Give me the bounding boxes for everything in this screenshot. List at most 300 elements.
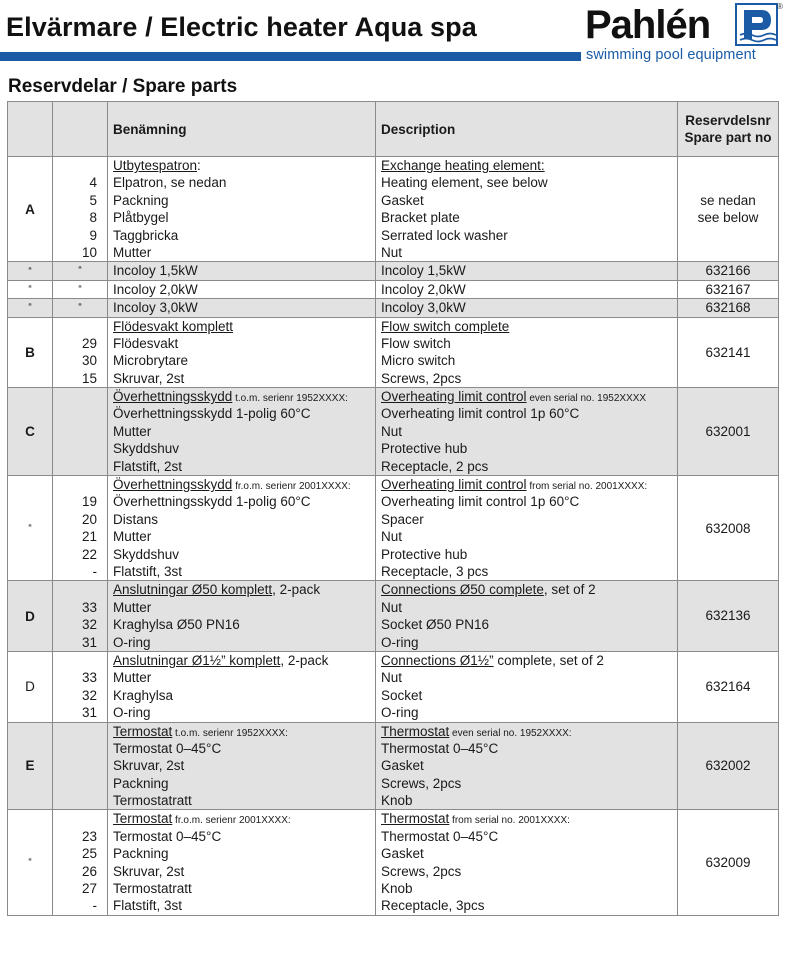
description-line xyxy=(381,616,677,633)
line-text: Screws, 2pcs xyxy=(381,775,462,791)
benamning-line xyxy=(113,511,375,528)
table-row xyxy=(8,722,779,810)
description-line xyxy=(381,262,677,279)
benamning-line xyxy=(113,174,375,191)
row-letter: A xyxy=(8,157,53,262)
line-text: Flatstift, 2st xyxy=(113,458,183,474)
item-number xyxy=(53,723,97,740)
description-line xyxy=(381,634,677,651)
line-text: Knob xyxy=(381,881,413,897)
item-number: 4 xyxy=(89,175,97,191)
benamning-line xyxy=(113,897,375,914)
item-number: 19 xyxy=(81,494,97,510)
underlined-heading: Thermostat xyxy=(381,811,450,827)
spare-part-number: 632167 xyxy=(705,281,751,297)
description-line xyxy=(381,192,677,209)
header-description: Description xyxy=(376,102,678,157)
item-number: “ xyxy=(78,265,82,277)
line-text: Termostat 0–45°C xyxy=(113,828,222,844)
row-description xyxy=(376,280,678,298)
underlined-heading: Connections Ø50 complete xyxy=(381,582,544,598)
line-text: Överhettningsskydd 1-polig 60°C xyxy=(113,494,311,510)
row-letter: B xyxy=(8,317,53,388)
description-line xyxy=(381,581,677,598)
line-text: Spacer xyxy=(381,511,424,527)
table-row xyxy=(8,476,779,581)
table-row xyxy=(8,157,779,262)
description-line xyxy=(381,458,677,475)
row-letter: D xyxy=(8,581,53,652)
underlined-heading: Överhettningsskydd xyxy=(113,389,233,405)
item-number: “ xyxy=(78,302,82,314)
line-text: Flow switch xyxy=(381,335,451,351)
line-text: Mutter xyxy=(113,244,152,260)
description-line xyxy=(381,157,677,174)
item-number xyxy=(53,652,97,669)
line-text: Overheating limit control 1p 60°C xyxy=(381,406,580,422)
line-text: : xyxy=(197,158,201,173)
row-spare-part-no xyxy=(678,722,779,810)
benamning-line xyxy=(113,405,375,422)
row-letter: “ xyxy=(8,810,53,915)
serial-note: t.o.m. serienr 1952XXXX: xyxy=(172,727,288,739)
table-row xyxy=(8,388,779,476)
underlined-heading: Termostat xyxy=(113,811,173,827)
item-number: 33 xyxy=(81,599,97,615)
benamning-line xyxy=(113,192,375,209)
row-benamning xyxy=(108,157,376,262)
line-text: Incoloy 2,0kW xyxy=(113,281,198,297)
document-title: Elvärmare / Electric heater Aqua spa xyxy=(6,12,477,42)
serial-note: t.o.m. serienr 1952XXXX: xyxy=(232,393,348,405)
benamning-line xyxy=(113,723,375,740)
line-text: Elpatron, se nedan xyxy=(113,175,227,191)
spare-part-number: 632136 xyxy=(705,608,751,624)
row-description xyxy=(376,388,678,476)
table-row xyxy=(8,262,779,280)
underlined-heading: Thermostat xyxy=(381,723,450,739)
description-line xyxy=(381,740,677,757)
benamning-line xyxy=(113,775,375,792)
row-letter: “ xyxy=(8,299,53,317)
header-number-cell xyxy=(53,102,108,157)
table-row xyxy=(8,651,779,722)
table-row xyxy=(8,317,779,388)
item-number: 29 xyxy=(81,335,97,351)
row-spare-part-no xyxy=(678,299,779,317)
spare-parts-table xyxy=(7,101,779,916)
table-header-row xyxy=(8,102,779,157)
line-text: Receptacle, 3 pcs xyxy=(381,563,489,579)
underlined-heading: Overheating limit control xyxy=(381,477,527,493)
line-text: Taggbricka xyxy=(113,227,179,243)
item-number: 27 xyxy=(81,881,97,897)
spare-part-number: 632002 xyxy=(705,758,751,774)
underlined-heading: Utbytespatron xyxy=(113,158,198,173)
line-text: Överhettningsskydd 1-polig 60°C xyxy=(113,406,311,422)
line-text: Skruvar, 2st xyxy=(113,370,185,386)
benamning-line xyxy=(113,227,375,244)
row-description xyxy=(376,262,678,280)
spare-part-number: 632168 xyxy=(705,300,751,316)
benamning-line xyxy=(113,704,375,721)
benamning-line xyxy=(113,828,375,845)
line-text: Thermostat 0–45°C xyxy=(381,828,499,844)
row-description xyxy=(376,810,678,915)
row-benamning xyxy=(108,581,376,652)
description-line xyxy=(381,669,677,686)
spare-part-number: 632166 xyxy=(705,263,751,279)
description-line xyxy=(381,828,677,845)
line-text: Nut xyxy=(381,244,403,260)
spare-parts-table-body xyxy=(8,102,779,916)
item-number: - xyxy=(92,563,97,579)
line-text: Incoloy 2,0kW xyxy=(381,281,466,297)
pahlen-logo-icon xyxy=(735,3,778,46)
description-line xyxy=(381,775,677,792)
registered-mark: ® xyxy=(777,2,783,11)
item-number: 32 xyxy=(81,617,97,633)
item-number: - xyxy=(92,898,97,914)
line-text: Incoloy 1,5kW xyxy=(381,263,466,279)
benamning-line xyxy=(113,687,375,704)
benamning-line xyxy=(113,318,375,335)
line-text: , 2-pack xyxy=(280,652,329,668)
description-line xyxy=(381,528,677,545)
benamning-line xyxy=(113,281,375,298)
line-text: Kraghylsa Ø50 PN16 xyxy=(113,617,240,633)
section-title: Reservdelar / Spare parts xyxy=(8,76,238,97)
header-spare-no-en: Spare part no xyxy=(684,130,772,145)
row-spare-part-no xyxy=(678,317,779,388)
row-spare-part-no xyxy=(678,280,779,298)
description-line xyxy=(381,757,677,774)
serial-note: from serial no. 2001XXXX: xyxy=(449,815,570,827)
brand-logo-text: Pahlén xyxy=(585,3,711,47)
line-text: Protective hub xyxy=(381,441,468,457)
benamning-line xyxy=(113,863,375,880)
line-text: Bracket plate xyxy=(381,210,460,226)
line-text: O-ring xyxy=(113,705,151,721)
item-number: 9 xyxy=(89,227,97,243)
benamning-line xyxy=(113,845,375,862)
item-number xyxy=(53,775,97,792)
header-spare-no-sv: Reservdelsnr xyxy=(685,113,771,128)
row-benamning xyxy=(108,299,376,317)
benamning-line xyxy=(113,262,375,279)
line-text: Skyddshuv xyxy=(113,441,180,457)
description-line xyxy=(381,546,677,563)
row-letter: “ xyxy=(8,280,53,298)
row-description xyxy=(376,157,678,262)
description-line xyxy=(381,244,677,261)
underlined-heading: Flow switch complete xyxy=(381,318,510,334)
description-line xyxy=(381,511,677,528)
description-line xyxy=(381,792,677,809)
benamning-line xyxy=(113,157,375,174)
row-benamning xyxy=(108,810,376,915)
row-item-numbers xyxy=(53,157,108,262)
line-text: Flatstift, 3st xyxy=(113,898,183,914)
header-benamning: Benämning xyxy=(108,102,376,157)
description-line xyxy=(381,652,677,669)
spare-part-number: 632164 xyxy=(705,679,751,695)
item-number: 20 xyxy=(81,511,97,527)
row-spare-part-no xyxy=(678,157,779,262)
row-description xyxy=(376,651,678,722)
row-letter: E xyxy=(8,722,53,810)
line-text: Mutter xyxy=(113,599,152,615)
line-text: Termostat 0–45°C xyxy=(113,740,222,756)
table-row xyxy=(8,810,779,915)
row-spare-part-no xyxy=(678,388,779,476)
line-text: Skruvar, 2st xyxy=(113,758,185,774)
line-text: O-ring xyxy=(381,705,419,721)
row-benamning xyxy=(108,280,376,298)
item-number xyxy=(53,581,97,598)
line-text: Screws, 2pcs xyxy=(381,863,462,879)
underlined-heading: Overheating limit control xyxy=(381,389,527,405)
item-number xyxy=(53,440,97,457)
item-number: “ xyxy=(78,283,82,295)
serial-note: fr.o.m. serienr 2001XXXX: xyxy=(172,815,291,827)
serial-note: even serial no. 1952XXXX xyxy=(526,393,647,405)
underlined-heading: Anslutningar Ø1½” komplett xyxy=(113,652,281,668)
item-number: 31 xyxy=(81,705,97,721)
row-benamning xyxy=(108,317,376,388)
line-text: Socket Ø50 PN16 xyxy=(381,617,490,633)
row-description xyxy=(376,317,678,388)
benamning-line xyxy=(113,423,375,440)
row-description xyxy=(376,722,678,810)
row-description xyxy=(376,299,678,317)
description-line xyxy=(381,299,677,316)
row-item-numbers xyxy=(53,651,108,722)
item-number: 25 xyxy=(81,846,97,862)
line-text: Gasket xyxy=(381,846,424,862)
row-item-numbers xyxy=(53,581,108,652)
item-number: 10 xyxy=(81,244,97,260)
spare-part-number: 632141 xyxy=(705,344,751,360)
description-line xyxy=(381,335,677,352)
line-text: Mutter xyxy=(113,529,152,545)
line-text: Overheating limit control 1p 60°C xyxy=(381,494,580,510)
underlined-heading: Flödesvakt komplett xyxy=(113,318,234,334)
spare-part-number: 632008 xyxy=(705,520,751,536)
item-number xyxy=(53,318,97,335)
benamning-line xyxy=(113,299,375,316)
row-spare-part-no xyxy=(678,476,779,581)
item-number xyxy=(53,423,97,440)
line-text: Mutter xyxy=(113,423,152,439)
item-number: 26 xyxy=(81,863,97,879)
description-line xyxy=(381,845,677,862)
description-line xyxy=(381,563,677,580)
description-line xyxy=(381,599,677,616)
row-benamning xyxy=(108,651,376,722)
row-letter: C xyxy=(8,388,53,476)
description-line xyxy=(381,704,677,721)
benamning-line xyxy=(113,335,375,352)
row-item-numbers xyxy=(53,317,108,388)
description-line xyxy=(381,810,677,827)
spare-part-number: 632001 xyxy=(705,423,751,439)
benamning-line xyxy=(113,740,375,757)
row-item-numbers xyxy=(53,388,108,476)
benamning-line xyxy=(113,476,375,493)
item-number xyxy=(53,757,97,774)
row-benamning xyxy=(108,722,376,810)
line-text: Incoloy 3,0kW xyxy=(113,300,198,316)
row-item-numbers xyxy=(53,299,108,317)
description-line xyxy=(381,493,677,510)
benamning-line xyxy=(113,209,375,226)
row-description xyxy=(376,476,678,581)
benamning-line xyxy=(113,528,375,545)
item-number: 15 xyxy=(81,370,97,386)
line-text: Micro switch xyxy=(381,353,456,369)
item-number: 5 xyxy=(89,192,97,208)
row-item-numbers xyxy=(53,810,108,915)
line-text: Protective hub xyxy=(381,546,468,562)
line-text: Heating element, see below xyxy=(381,175,548,191)
item-number xyxy=(53,740,97,757)
row-item-numbers xyxy=(53,476,108,581)
line-text: , set of 2 xyxy=(543,582,596,598)
table-row xyxy=(8,280,779,298)
line-text: Skruvar, 2st xyxy=(113,863,185,879)
benamning-line xyxy=(113,244,375,261)
header-spare-part-no xyxy=(678,102,779,157)
serial-note: even serial no. 1952XXXX: xyxy=(449,727,572,739)
description-line xyxy=(381,476,677,493)
item-number: 31 xyxy=(81,634,97,650)
description-line xyxy=(381,174,677,191)
table-row xyxy=(8,581,779,652)
item-number xyxy=(53,792,97,809)
line-text: , 2-pack xyxy=(272,582,321,598)
row-letter: “ xyxy=(8,262,53,280)
line-text: Receptacle, 2 pcs xyxy=(381,458,489,474)
row-item-numbers xyxy=(53,262,108,280)
item-number: 22 xyxy=(81,546,97,562)
row-benamning xyxy=(108,388,376,476)
line-text: Incoloy 3,0kW xyxy=(381,300,466,316)
benamning-line xyxy=(113,493,375,510)
item-number: 32 xyxy=(81,687,97,703)
description-line xyxy=(381,880,677,897)
description-line xyxy=(381,423,677,440)
line-text: Mutter xyxy=(113,670,152,686)
benamning-line xyxy=(113,581,375,598)
benamning-line xyxy=(113,652,375,669)
item-number xyxy=(53,476,97,493)
item-number xyxy=(53,405,97,422)
line-text: Termostatratt xyxy=(113,793,192,809)
title-underline-bar xyxy=(0,52,581,61)
description-line xyxy=(381,318,677,335)
row-benamning xyxy=(108,262,376,280)
row-item-numbers xyxy=(53,280,108,298)
row-spare-part-no xyxy=(678,651,779,722)
spare-part-number: see below xyxy=(697,210,759,226)
benamning-line xyxy=(113,370,375,387)
brand-tagline: swimming pool equipment xyxy=(586,47,756,63)
underlined-heading: Överhettningsskydd xyxy=(113,477,233,493)
line-text: Nut xyxy=(381,529,403,545)
line-text: Gasket xyxy=(381,758,424,774)
description-line xyxy=(381,440,677,457)
line-text: O-ring xyxy=(113,634,151,650)
description-line xyxy=(381,687,677,704)
underlined-heading: Termostat xyxy=(113,723,173,739)
benamning-line xyxy=(113,880,375,897)
line-text: Nut xyxy=(381,423,403,439)
benamning-line xyxy=(113,352,375,369)
benamning-line xyxy=(113,388,375,405)
benamning-line xyxy=(113,616,375,633)
description-line xyxy=(381,388,677,405)
benamning-line xyxy=(113,546,375,563)
line-text: Thermostat 0–45°C xyxy=(381,740,499,756)
description-line xyxy=(381,405,677,422)
spare-part-number: se nedan xyxy=(700,192,756,208)
line-text: Nut xyxy=(381,599,403,615)
line-text: Gasket xyxy=(381,192,424,208)
benamning-line xyxy=(113,440,375,457)
benamning-line xyxy=(113,458,375,475)
description-line xyxy=(381,281,677,298)
row-spare-part-no xyxy=(678,810,779,915)
line-text: Nut xyxy=(381,670,403,686)
benamning-line xyxy=(113,599,375,616)
line-text: Kraghylsa xyxy=(113,687,174,703)
row-spare-part-no xyxy=(678,581,779,652)
row-letter: “ xyxy=(8,476,53,581)
spare-part-number: 632009 xyxy=(705,854,751,870)
line-text: Socket xyxy=(381,687,423,703)
row-item-numbers xyxy=(53,722,108,810)
line-text: O-ring xyxy=(381,634,419,650)
row-benamning xyxy=(108,476,376,581)
benamning-line xyxy=(113,757,375,774)
line-text: Microbrytare xyxy=(113,353,189,369)
row-description xyxy=(376,581,678,652)
table-row xyxy=(8,299,779,317)
line-text: Termostatratt xyxy=(113,881,192,897)
line-text: Knob xyxy=(381,793,413,809)
description-line xyxy=(381,352,677,369)
line-text: Packning xyxy=(113,846,169,862)
header-letter-cell xyxy=(8,102,53,157)
row-letter: D xyxy=(8,651,53,722)
serial-note: fr.o.m. serienr 2001XXXX: xyxy=(232,481,351,493)
item-number xyxy=(53,458,97,475)
line-text: Packning xyxy=(113,192,169,208)
line-text: Flödesvakt xyxy=(113,335,179,351)
row-spare-part-no xyxy=(678,262,779,280)
description-line xyxy=(381,227,677,244)
benamning-line xyxy=(113,563,375,580)
description-line xyxy=(381,723,677,740)
line-text: Distans xyxy=(113,511,159,527)
description-line xyxy=(381,209,677,226)
description-line xyxy=(381,897,677,914)
line-text: Serrated lock washer xyxy=(381,227,508,243)
line-text: complete, set of 2 xyxy=(493,652,604,668)
item-number xyxy=(53,388,97,405)
item-number: 33 xyxy=(81,670,97,686)
